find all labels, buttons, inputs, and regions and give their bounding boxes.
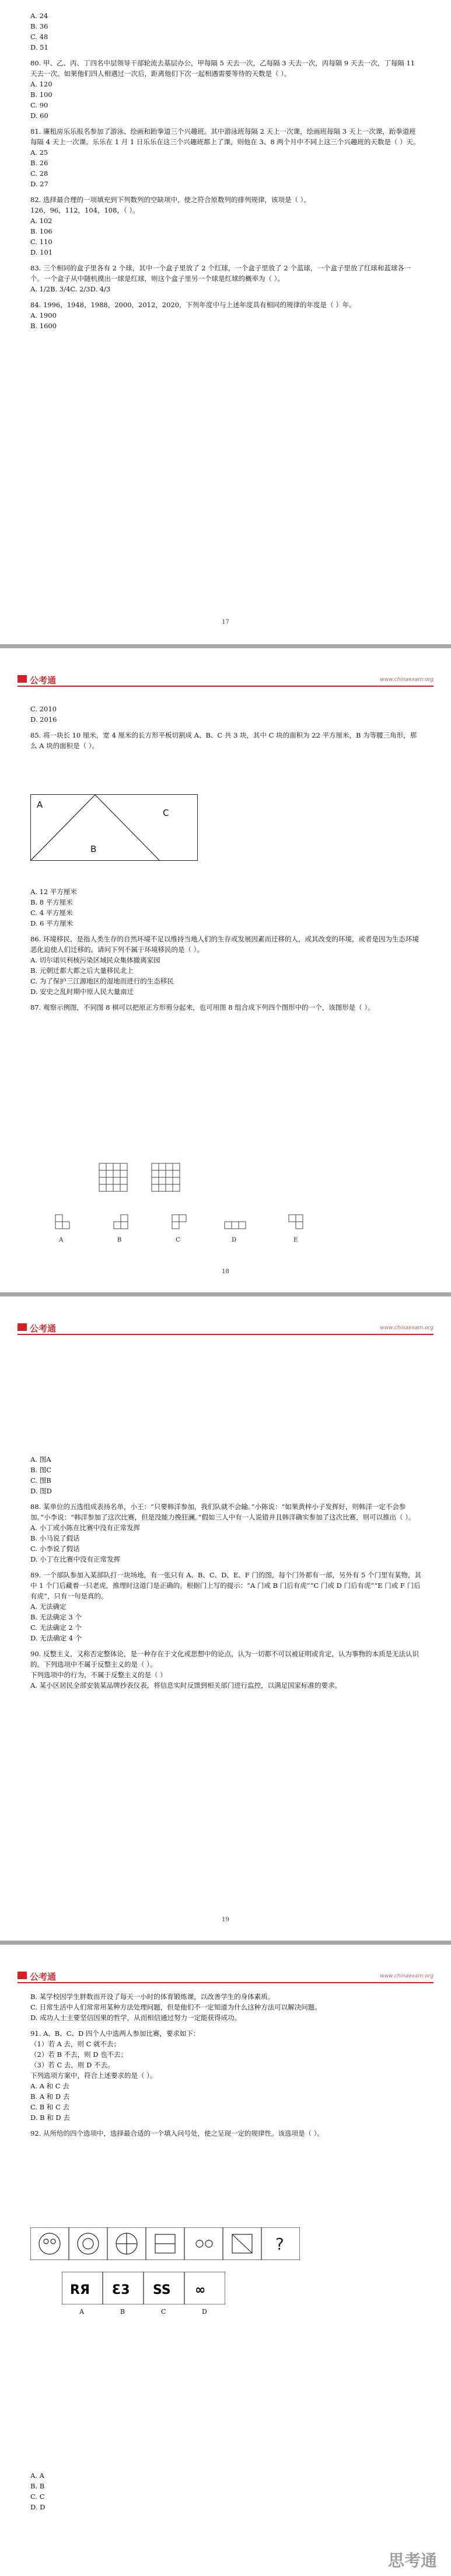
text-line: A. A 和 C 去 [30, 2082, 69, 2090]
text-line: D. B 和 D 去 [30, 2113, 70, 2122]
page-number: 18 [222, 1268, 229, 1275]
text-line: A. 某小区居民全部安装某品牌抄表仪表，将信息实时反馈到相关部门进行监控，以满足国家标准的要求。 [30, 1681, 342, 1689]
text-line: C. 28 [30, 169, 48, 178]
option-b-glyph: Ɛ3 [112, 2283, 130, 2297]
text-line: D. 安史之乱时期中原人民大量南迁 [30, 988, 134, 996]
line-gap [30, 121, 422, 126]
site-url: www.chinaexam.org [380, 1973, 433, 1979]
text-line: D. D [30, 2503, 46, 2511]
text-line: B. 106 [30, 227, 53, 235]
brand-name: 公考通 [30, 675, 57, 686]
page-20-body [30, 1991, 422, 2139]
text-line: C. 2010 [30, 705, 57, 713]
text-line: 126，96，112，104，108，（ ）。 [30, 206, 139, 214]
text-line: 81. 廉租房乐乐报名参加了游泳、绘画和跆拳道三个兴趣班。其中游泳班每隔 2 天上一次课，绘画班每隔 3 天上一次课，跆拳道班每隔 4 天上一次课。乐乐在 1 月 1 日乐乐在这三个兴趣班都上了课，则他在 3、8 两个月中不同上这三个兴趣班的天数是（ ）天。 [30, 127, 420, 146]
text-line: C. B 和 C 去 [30, 2103, 69, 2111]
q92-option-letters [62, 2308, 225, 2317]
option-a-glyph: RЯ [70, 2283, 90, 2297]
option-c-glyph: SS [153, 2283, 171, 2297]
document-page-19 [0, 1296, 451, 1941]
region-a-label: A [37, 799, 43, 810]
text-line: A. A [30, 2471, 44, 2480]
text-line: A. 图A [30, 1455, 51, 1463]
text-line: （3）若 C 去，则 D 不去。 [30, 2061, 114, 2069]
text-line: B. 26 [30, 159, 48, 167]
text-line: D. 6 平方厘米 [30, 919, 74, 927]
line-gap [30, 294, 422, 300]
text-line: A. 24 [30, 12, 48, 20]
line-gap [30, 1496, 422, 1501]
page-header [18, 675, 433, 688]
text-line: D. 图D [30, 1487, 52, 1495]
option-letter-c: C [161, 2308, 166, 2316]
text-line: C. 4 平方厘米 [30, 909, 73, 917]
q92-option-boxes [62, 2272, 225, 2304]
text-line: B. A 和 D 去 [30, 2092, 70, 2101]
text-line: 83. 三个相同的盒子里各有 2 个球，其中一个盒子里放了 2 个红球，一个盒子里放了 2 个蓝球，一个盒子里放了红球和蓝球各一个。一个盒子从中随机摸出一球是红球，则这个盒子里另一个球是红球的概率为（ ）。 [30, 264, 411, 283]
text-line: B. 元朝迁都大都之后大量移民北上 [30, 967, 134, 975]
text-line: C. 小李说了假话 [30, 1545, 80, 1553]
site-url: www.chinaexam.org [380, 677, 433, 683]
text-line: D. 无法确定 4 个 [30, 1634, 82, 1642]
header-rule [18, 1334, 433, 1335]
text-line: B. 小马说了假话 [30, 1534, 80, 1542]
option-label-d: D [232, 1237, 237, 1243]
region-b-label: B [90, 844, 97, 854]
page-20-answers [30, 2470, 422, 2512]
watermark-logo: 思考通 [387, 2551, 437, 2570]
text-line: C. 图B [30, 1476, 51, 1485]
document-page-17 [0, 0, 451, 644]
text-line: D. 60 [30, 112, 48, 120]
text-line: A. 102 [30, 217, 53, 225]
text-line: A. 切尔诺贝利核污染区域民众集体撤离家园 [30, 956, 160, 964]
line-gap [30, 53, 422, 58]
text-line: A. 1900 [30, 311, 57, 319]
brand-name: 公考通 [30, 1972, 57, 1982]
text-line: （2）若 B 不去，则 D 也不去； [30, 2050, 128, 2059]
site-url: www.chinaexam.org [380, 1325, 433, 1331]
text-line: D. 27 [30, 180, 48, 188]
option-label-c: C [176, 1237, 180, 1243]
q87-option-shapes [50, 1209, 353, 1232]
brand-logo-icon [18, 675, 27, 683]
line-gap [30, 1643, 422, 1649]
q87-grid-figures [58, 1162, 268, 1197]
text-line: 下列选项中的行为，不属于反整主义的是（ ） [30, 1671, 167, 1679]
text-line: 下列选项方案中，符合上述要求的是（ ）。 [30, 2071, 157, 2080]
text-line: D. 成功人士主要坚信因果的哲学，从而相信通过努力一定能获得成功。 [30, 2014, 242, 2022]
text-line: A. 无法确定 [30, 1602, 67, 1611]
text-line: B. 图C [30, 1466, 52, 1474]
q92-figure-sequence [30, 2227, 300, 2260]
text-line: B. 无法确定 3 个 [30, 1613, 82, 1621]
text-line: B. 100 [30, 91, 53, 99]
option-d-glyph: ∞ [195, 2283, 206, 2297]
text-line: 85. 将一块长 10 厘米，宽 4 厘米的长方形平板切割成 A、B、C 共 3 块，其中 C 块的面积为 22 平方厘米，B 为等腰三角形，那么 A 块的面积是（ ）。 [30, 731, 417, 750]
region-c-label: C [163, 808, 169, 818]
text-line: 92. 从所给的四个选项中，选择最合适的一个填入问号处，使之呈现一定的规律性。该选项是（ ）。 [30, 2129, 324, 2137]
option-label-a: A [59, 1237, 64, 1243]
text-line: A. 120 [30, 80, 53, 88]
text-line: B. 8 平方厘米 [30, 898, 73, 906]
page-number: 19 [222, 1917, 229, 1923]
page-18-body-mid [30, 887, 422, 1013]
header-rule [18, 686, 433, 687]
line-gap [30, 725, 422, 730]
page-header [18, 1972, 433, 1984]
line-gap [30, 997, 422, 1002]
text-line: B. B [30, 2482, 45, 2490]
page-number: 17 [222, 619, 229, 625]
text-line: D. 101 [30, 248, 53, 256]
line-gap [30, 258, 422, 263]
option-letter-a: A [79, 2308, 84, 2316]
text-line: A. 12 平方厘米 [30, 888, 77, 896]
triangle-cut-lines [31, 795, 197, 860]
text-line: C. 日常生活中人们常常用某种方法处理问题，但是他们不一定知道为什么这种方法可以解决问题。 [30, 2003, 321, 2011]
line-gap [30, 189, 422, 194]
brand-logo-icon [18, 1323, 27, 1331]
text-line: 82. 选择最合理的一项填充到下列数列的空缺项中，使之符合原数列的排列规律，该项是（ ）。 [30, 196, 310, 204]
text-line: C. 110 [30, 238, 53, 246]
line-gap [30, 929, 422, 934]
line-gap [30, 2123, 422, 2128]
text-line: D. 51 [30, 43, 48, 51]
text-line: B. 1600 [30, 322, 57, 330]
text-line: A. 25 [30, 148, 48, 157]
document-page-20 [0, 1945, 451, 2576]
text-line: 87. 观察示例图，不同图 8 棋可以把原正方形剪分起来，也可用图 8 组合成下列四个图形中的一个，该图形是（ ）。 [30, 1003, 375, 1011]
text-line: C. 为了保护三江源地区的湿地而进行的生态移民 [30, 977, 174, 985]
text-line: D. 2016 [30, 715, 57, 724]
text-line: 91. A、B、C、D 四个人中选两人参加比赛，要求如下： [30, 2029, 200, 2038]
option-label-e: E [293, 1237, 298, 1243]
text-line: 89. 一个部队参加入某部队打一块场地，有一张只有 A、B、C、D、E、F 门的图，每个门外都有一部，另外有 5 个门里有某物，其中 1 个门后藏着一只老虎，推理时这道门是正确的。根据门上写的提示：“A 门或 B 门后有虎”“C 门或 D 门后有虎”“E 门或 F 门后有虎”，只有一句是真的。 [30, 1571, 422, 1600]
text-line: B. 36 [30, 22, 48, 30]
text-line: B. 某学校因学生胖数而开设了每天一小时的体育锻炼课，以改善学生的身体素质。 [30, 1993, 275, 2001]
text-line: C. C [30, 2492, 45, 2501]
brand-name: 公考通 [30, 1323, 57, 1334]
document-page-18 [0, 648, 451, 1292]
text-line: D. 小丁在比赛中没有正常发挥 [30, 1555, 121, 1563]
text-line: A. 1/2B. 3/4C. 2/3D. 4/3 [30, 285, 111, 293]
line-gap [30, 1565, 422, 1570]
option-letter-d: D [202, 2308, 207, 2316]
brand-logo-icon [18, 1972, 27, 1979]
line-gap [30, 2023, 422, 2028]
text-line: C. 90 [30, 101, 48, 109]
text-line: A. 小丁或小陈在比赛中没有正常发挥 [30, 1524, 141, 1532]
text-line: 90. 反整主义，又称否定整体论，是一种存在于文化或思想中的论点，认为一切都不可以被证明或肯定，认为事物的本质是无法认识的。下列选项中不属于反整主义的是（ ）。 [30, 1650, 419, 1668]
question-mark: ? [275, 2234, 284, 2254]
page-header [18, 1323, 433, 1336]
page-19-body [30, 1454, 422, 1691]
text-line: C. 48 [30, 33, 48, 41]
page-17-body [30, 11, 422, 331]
text-line: C. 无法确定 2 个 [30, 1624, 82, 1632]
text-line: （1）若 A 去，则 C 就不去； [30, 2040, 121, 2048]
q87-option-labels [50, 1237, 353, 1246]
text-line: 80. 甲、乙、丙、丁四名中层领导干部轮流去基层办公，甲每隔 5 天去一次，乙每隔 3 天去一次，丙每隔 9 天去一次，丁每隔 11 天去一次。如果他们四人相遇过一次后，距离他们下次一起相遇需要等待的天数是（ ）。 [30, 59, 415, 78]
text-line: 84. 1996，1948，1988，2000，2012，2020，下列年度中与上述年度具有相同的规律的年度是（ ）年。 [30, 301, 356, 309]
option-label-b: B [117, 1237, 122, 1243]
header-rule [18, 1982, 433, 1983]
option-letter-b: B [120, 2308, 125, 2316]
page-18-body-top [30, 704, 422, 751]
text-line: 86. 环境移民，是指人类生存的自然环境不足以维持当地人们的生存或发展因素而迁移的人，或其改变的环境，或者是因为生态环境恶化迫使人们迁移的。请问下列不属于环境移民的是（ ）。 [30, 935, 419, 954]
text-line: 88. 某单位的五选组成表扬名单，小王：“只要韩洋参加，我们队就不会输。”小陈说：“如果黄梓小子发挥好，则韩洋一定不会参加。”小李说：“韩洋参加了这次比赛，但是没能力挽狂澜。”假如三人中有一人说错并且韩洋确实参加了这次比赛，则可以推出（ ）。 [30, 1503, 415, 1521]
rectangle-figure [30, 794, 198, 861]
